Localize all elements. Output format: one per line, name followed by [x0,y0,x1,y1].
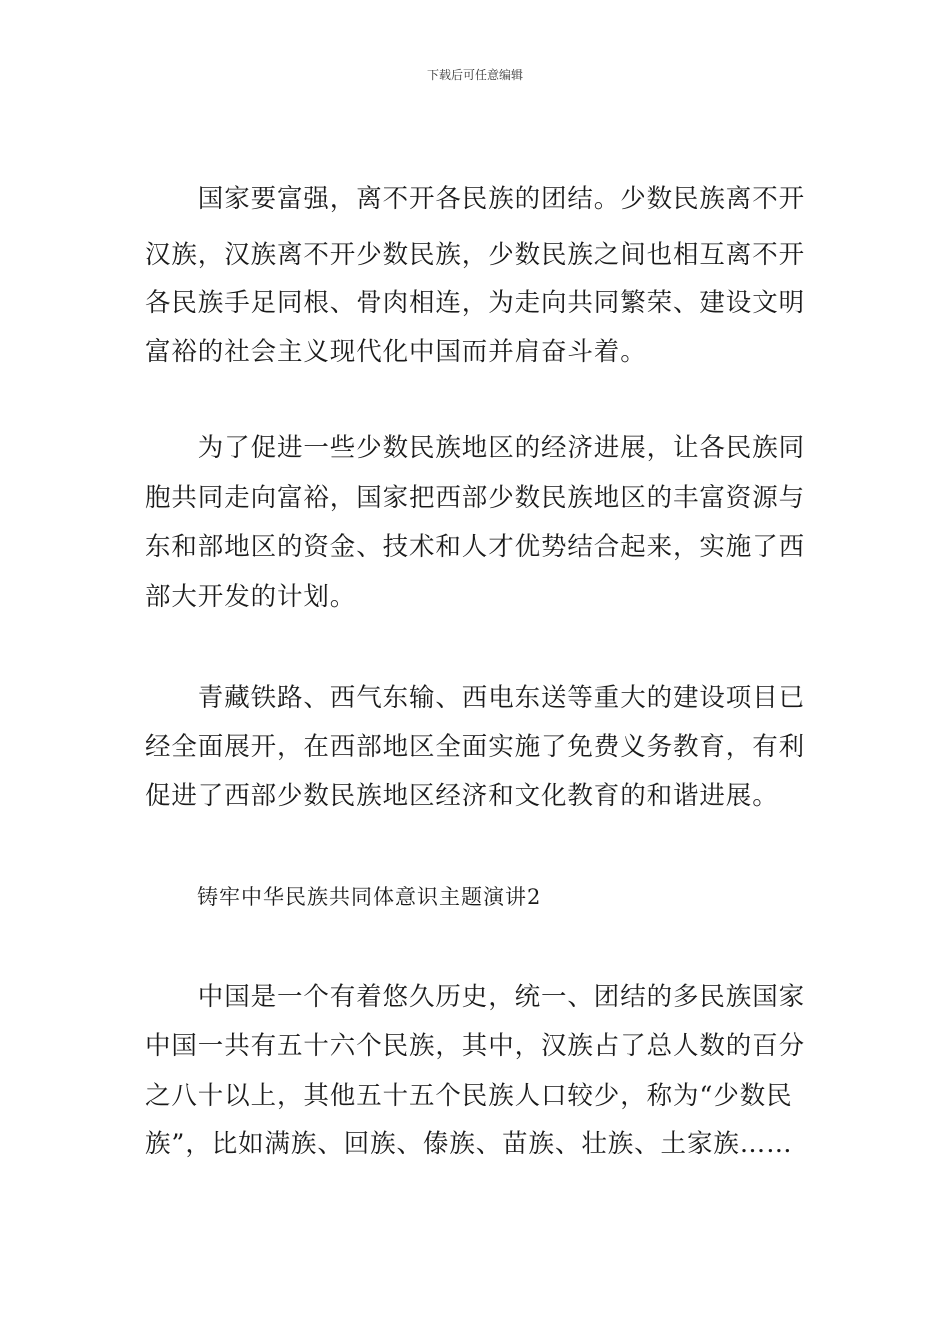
paragraph-4-line-3: 之八十以上，其他五十五个民族人口较少，称为“少数民 [145,1081,793,1111]
paragraph-2-line-2: 胞共同走向富裕，国家把西部少数民族地区的丰富资源与 [145,483,806,513]
paragraph-2-line-1: 为了促进一些少数民族地区的经济进展，让各民族同 [145,433,806,463]
paragraph-2-line-4: 部大开发的计划。 [145,582,357,612]
paragraph-1-line-2: 汉族，汉族离不开少数民族，少数民族之间也相互离不开 [145,240,806,270]
paragraph-4-line-4: 族”，比如满族、回族、傣族、苗族、壮族、土家族…… [145,1129,793,1159]
paragraph-3-line-3: 促进了西部少数民族地区经济和文化教育的和谐进展。 [145,781,779,811]
paragraph-4-line-1: 中国是一个有着悠久历史，统一、团结的多民族国家 [145,982,806,1012]
page-header: 下载后可任意编辑 [426,68,523,82]
paragraph-3-line-1: 青藏铁路、西气东输、西电东送等重大的建设项目已 [145,683,806,713]
paragraph-2-line-3: 东和部地区的资金、技术和人才优势结合起来，实施了西 [145,532,806,562]
paragraph-4-line-2: 中国一共有五十六个民族，其中，汉族占了总人数的百分 [145,1031,806,1061]
paragraph-1-line-3: 各民族手足同根、骨肉相连，为走向共同繁荣、建设文明 [145,288,806,318]
paragraph-1-line-4: 富裕的社会主义现代化中国而并肩奋斗着。 [145,337,647,367]
paragraph-3-line-2: 经全面展开，在西部地区全面实施了免费义务教育，有利 [145,732,806,762]
paragraph-1-line-1: 国家要富强，离不开各民族的团结。少数民族离不开 [145,184,806,214]
section-heading: 铸牢中华民族共同体意识主题演讲2 [197,885,542,909]
